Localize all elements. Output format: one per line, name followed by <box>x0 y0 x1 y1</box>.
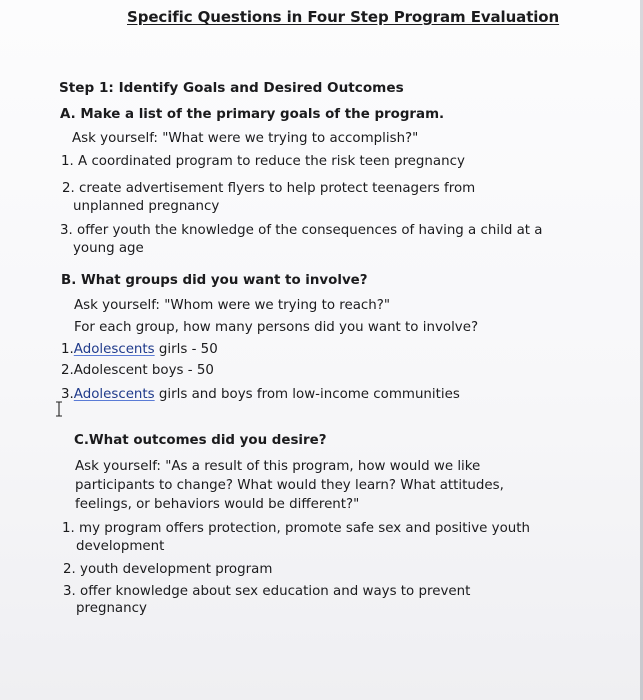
section-b-item-1-number: 1. <box>61 342 74 357</box>
section-a-item-3-cont: young age <box>73 241 144 256</box>
section-a-ask: Ask yourself: "What were we trying to accomplish?" <box>72 131 419 146</box>
section-a-item-2-cont: unplanned pregnancy <box>73 199 220 214</box>
document-title: Specific Questions in Four Step Program Evaluation <box>127 8 560 26</box>
section-b-item-1-text: girls - 50 <box>154 342 218 357</box>
section-c-ask-line-3: feelings, or behaviors would be different?" <box>75 497 360 512</box>
step1-heading: Step 1: Identify Goals and Desired Outcomes <box>59 80 404 96</box>
section-b-heading: B. What groups did you want to involve? <box>61 273 368 288</box>
section-b-item-1 <box>61 341 218 358</box>
section-b-item-3-text: girls and boys from low-income communities <box>154 387 460 402</box>
section-b-item-2: 2.Adolescent boys - 50 <box>61 363 214 378</box>
text-cursor-icon <box>55 401 63 417</box>
section-c-item-1-cont: development <box>76 539 165 554</box>
section-c-ask-line-1: Ask yourself: "As a result of this program, how would we like <box>75 459 481 474</box>
section-a-heading: A. Make a list of the primary goals of the program. <box>60 107 445 122</box>
section-b-ask-2: For each group, how many persons did you want to involve? <box>74 320 479 335</box>
section-c-item-1: 1. my program offers protection, promote safe sex and positive youth <box>62 521 530 536</box>
section-b-ask: Ask yourself: "Whom were we trying to reach?" <box>74 298 391 313</box>
section-c-item-2: 2. youth development program <box>63 562 273 577</box>
section-b-item-3 <box>61 386 460 403</box>
section-c-heading: C.What outcomes did you desire? <box>74 433 327 448</box>
section-c-ask-line-2: participants to change? What would they learn? What attitudes, <box>75 478 504 493</box>
section-a-item-3: 3. offer youth the knowledge of the consequences of having a child at a <box>60 223 543 238</box>
section-c-item-3-cont: pregnancy <box>76 601 147 616</box>
adolescents-link-1[interactable]: Adolescents <box>73 342 155 357</box>
section-a-item-2: 2. create advertisement flyers to help protect teenagers from <box>62 181 476 196</box>
adolescents-link-2[interactable]: Adolescents <box>73 387 155 402</box>
section-b-item-3-number: 3. <box>61 387 74 402</box>
section-a-item-1: 1. A coordinated program to reduce the risk teen pregnancy <box>61 154 465 169</box>
section-c-item-3: 3. offer knowledge about sex education and ways to prevent <box>63 584 471 599</box>
